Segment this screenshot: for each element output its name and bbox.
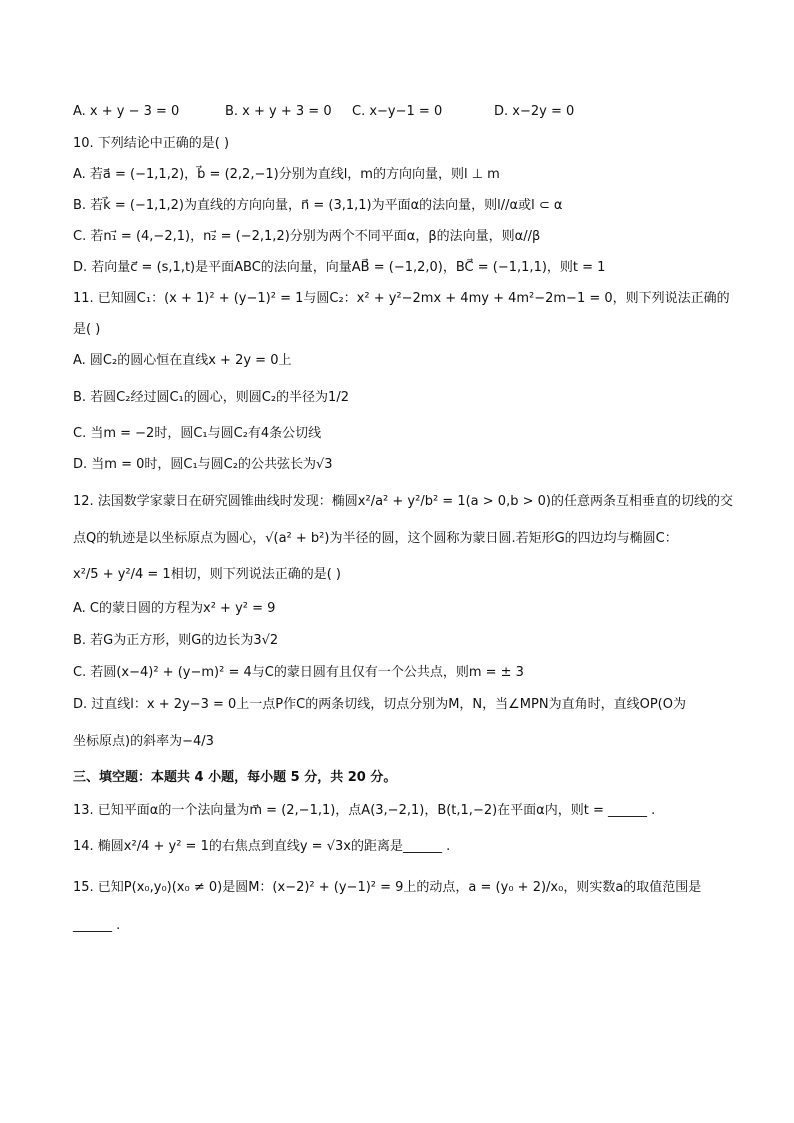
q9-option-d: D. x−2y = 0	[494, 104, 575, 119]
q12-option-d: D. 过直线l：x + 2y−3 = 0上一点P作C的两条切线，切点分别为M，N，当∠MPN为直角时，直线OP(O为	[73, 697, 686, 712]
q10-option-a: A. 若a⃗ = (−1,1,2)，b⃗ = (2,2,−1)分别为直线l，m的方向向量，则l ⊥ m	[73, 167, 500, 182]
q11-stem-line1: 11. 已知圆C₁：(x + 1)² + (y−1)² = 1与圆C₂：x² + y²−2mx + 4my + 4m²−2m−1 = 0，则下列说法正确的	[73, 291, 730, 306]
q12-option-c: C. 若圆(x−4)² + (y−m)² = 4与C的蒙日圆有且仅有一个公共点，则m = ± 3	[73, 665, 524, 680]
q9-options	[73, 104, 733, 122]
q11-option-b: B. 若圆C₂经过圆C₁的圆心，则圆C₂的半径为1/2	[73, 390, 349, 405]
q13-stem: 13. 已知平面α的一个法向量为m⃗ = (2,−1,1)，点A(3,−2,1)，B(t,1,−2)在平面α内，则t = ______ .	[73, 803, 656, 818]
q9-option-c: C. x−y−1 = 0	[352, 104, 443, 119]
q9-option-a: A. x + y − 3 = 0	[73, 104, 180, 119]
q12-stem-line2: 点Q的轨迹是以坐标原点为圆心，√(a² + b²)为半径的圆，这个圆称为蒙日圆.若矩形G的四边均与椭圆C：	[73, 531, 678, 546]
section-3-heading: 三、填空题：本题共 4 小题，每小题 5 分，共 20 分。	[73, 770, 397, 785]
q15-stem-line1: 15. 已知P(x₀,y₀)(x₀ ≠ 0)是圆M：(x−2)² + (y−1)² = 9上的动点，a = (y₀ + 2)/x₀，则实数a的取值范围是	[73, 880, 702, 895]
q10-stem: 10. 下列结论中正确的是( )	[73, 136, 230, 151]
q14-stem: 14. 椭圆x²/4 + y² = 1的右焦点到直线y = √3x的距离是______ .	[73, 839, 451, 854]
q9-option-b: B. x + y + 3 = 0	[225, 104, 332, 119]
q10-option-c: C. 若n₁⃗ = (4,−2,1)，n₂⃗ = (−2,1,2)分别为两个不同平面α，β的法向量，则α//β	[73, 229, 541, 244]
q12-option-d-cont: 坐标原点)的斜率为−4/3	[73, 734, 214, 749]
q10-option-d: D. 若向量c⃗ = (s,1,t)是平面ABC的法向量，向量AB⃗ = (−1,2,0)，BC⃗ = (−1,1,1)，则t = 1	[73, 260, 606, 275]
q12-option-b: B. 若G为正方形，则G的边长为3√2	[73, 633, 279, 648]
q11-option-d: D. 当m = 0时，圆C₁与圆C₂的公共弦长为√3	[73, 457, 333, 472]
q11-option-a: A. 圆C₂的圆心恒在直线x + 2y = 0上	[73, 353, 292, 368]
q15-stem-line2: ______ .	[73, 918, 121, 933]
q12-option-a: A. C的蒙日圆的方程为x² + y² = 9	[73, 601, 276, 616]
q10-option-b: B. 若k⃗ = (−1,1,2)为直线的方向向量，n⃗ = (3,1,1)为平面α的法向量，则l//α或l ⊂ α	[73, 198, 563, 213]
q12-stem-line3: x²/5 + y²/4 = 1相切，则下列说法正确的是( )	[73, 567, 341, 582]
q12-stem-line1: 12. 法国数学家蒙日在研究圆锥曲线时发现：椭圆x²/a² + y²/b² = 1(a > 0,b > 0)的任意两条互相垂直的切线的交	[73, 494, 733, 509]
q11-option-c: C. 当m = −2时，圆C₁与圆C₂有4条公切线	[73, 426, 322, 441]
q11-stem-line2: 是( )	[73, 322, 101, 337]
